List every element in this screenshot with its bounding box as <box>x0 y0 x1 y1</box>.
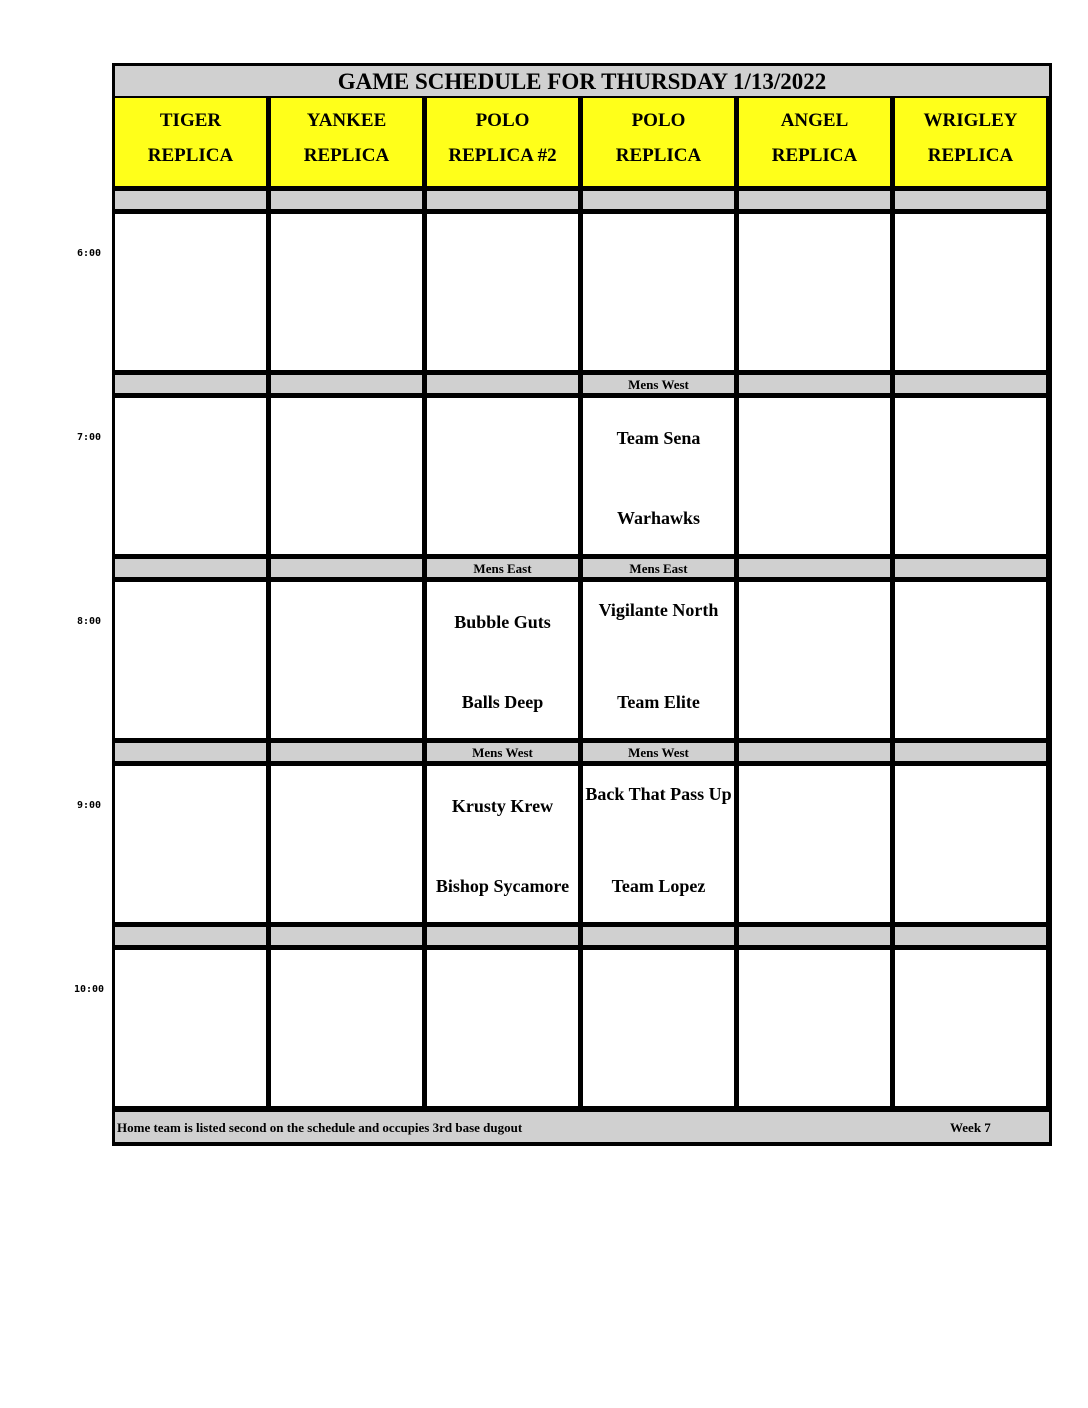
game-cell <box>895 950 1046 1106</box>
game-cell <box>115 950 266 1106</box>
game-cell <box>271 214 422 370</box>
field-name: WRIGLEY <box>923 110 1018 131</box>
division-label <box>115 375 266 393</box>
time-label: 8:00 <box>76 616 102 627</box>
division-label <box>895 559 1046 577</box>
home-team: Balls Deep <box>461 692 544 712</box>
home-team: Bishop Sycamore <box>435 876 570 896</box>
week-label: Week 7 <box>950 1120 991 1135</box>
schedule-table <box>112 63 1052 1146</box>
division-label: Mens East <box>583 559 734 577</box>
game-cell <box>583 214 734 370</box>
game-cell <box>427 214 578 370</box>
away-team: Back That Pass Up <box>585 784 732 804</box>
division-label: Mens West <box>427 743 578 761</box>
division-label <box>739 559 890 577</box>
division-label <box>739 927 890 945</box>
division-label <box>739 743 890 761</box>
field-header <box>271 98 422 186</box>
away-team: Vigilante North <box>598 600 719 620</box>
field-header <box>427 98 578 186</box>
division-label <box>271 743 422 761</box>
field-subname: REPLICA <box>771 145 858 166</box>
field-header <box>895 98 1046 186</box>
division-label <box>427 927 578 945</box>
game-cell <box>739 766 890 922</box>
field-name: ANGEL <box>780 110 849 131</box>
game-cell <box>739 214 890 370</box>
away-team: Bubble Guts <box>454 612 551 632</box>
game-cell <box>583 766 734 922</box>
home-team: Team Elite <box>617 692 700 712</box>
division-label <box>583 191 734 209</box>
home-team-note: Home team is listed second on the schedule and occupies 3rd base dugout <box>117 1120 523 1135</box>
game-cell <box>895 766 1046 922</box>
game-cell <box>115 398 266 554</box>
division-label: Mens West <box>583 375 734 393</box>
division-label <box>895 375 1046 393</box>
division-label <box>895 927 1046 945</box>
division-label <box>739 375 890 393</box>
time-label: 10:00 <box>73 984 105 995</box>
home-team: Team Lopez <box>611 876 706 896</box>
game-cell <box>427 582 578 738</box>
game-cell <box>271 582 422 738</box>
game-cell <box>739 398 890 554</box>
game-cell <box>583 398 734 554</box>
field-name: POLO <box>475 110 530 131</box>
division-label <box>427 375 578 393</box>
game-cell <box>427 766 578 922</box>
division-label <box>583 927 734 945</box>
division-label <box>115 743 266 761</box>
division-label <box>115 191 266 209</box>
division-label <box>427 191 578 209</box>
game-cell <box>739 582 890 738</box>
game-cell <box>895 398 1046 554</box>
game-cell <box>271 398 422 554</box>
game-cell <box>115 766 266 922</box>
time-label: 6:00 <box>76 248 102 259</box>
game-cell <box>583 950 734 1106</box>
game-cell <box>427 398 578 554</box>
field-name: POLO <box>631 110 686 131</box>
field-subname: REPLICA <box>303 145 390 166</box>
division-label <box>895 743 1046 761</box>
division-label <box>895 191 1046 209</box>
game-cell <box>271 766 422 922</box>
field-subname: REPLICA #2 <box>448 145 557 166</box>
away-team: Krusty Krew <box>451 796 554 816</box>
field-header <box>583 98 734 186</box>
field-header <box>115 98 266 186</box>
away-team: Team Sena <box>616 428 701 448</box>
division-label: Mens West <box>583 743 734 761</box>
division-label <box>271 375 422 393</box>
home-team: Warhawks <box>616 508 701 528</box>
division-label <box>271 927 422 945</box>
field-subname: REPLICA <box>615 145 702 166</box>
game-cell <box>895 214 1046 370</box>
time-label: 9:00 <box>76 800 102 811</box>
division-label <box>271 191 422 209</box>
division-label <box>115 927 266 945</box>
schedule-footer <box>115 1112 1049 1142</box>
field-name: TIGER <box>159 110 222 131</box>
field-subname: REPLICA <box>927 145 1014 166</box>
field-name: YANKEE <box>306 110 387 131</box>
schedule-title: GAME SCHEDULE FOR THURSDAY 1/13/2022 <box>115 66 1049 96</box>
division-label <box>739 191 890 209</box>
game-cell <box>895 582 1046 738</box>
field-header <box>739 98 890 186</box>
time-label: 7:00 <box>76 432 102 443</box>
game-cell <box>739 950 890 1106</box>
game-cell <box>115 582 266 738</box>
game-cell <box>271 950 422 1106</box>
division-label: Mens East <box>427 559 578 577</box>
game-cell <box>115 214 266 370</box>
game-cell <box>583 582 734 738</box>
division-label <box>271 559 422 577</box>
field-subname: REPLICA <box>147 145 234 166</box>
division-label <box>115 559 266 577</box>
game-cell <box>427 950 578 1106</box>
